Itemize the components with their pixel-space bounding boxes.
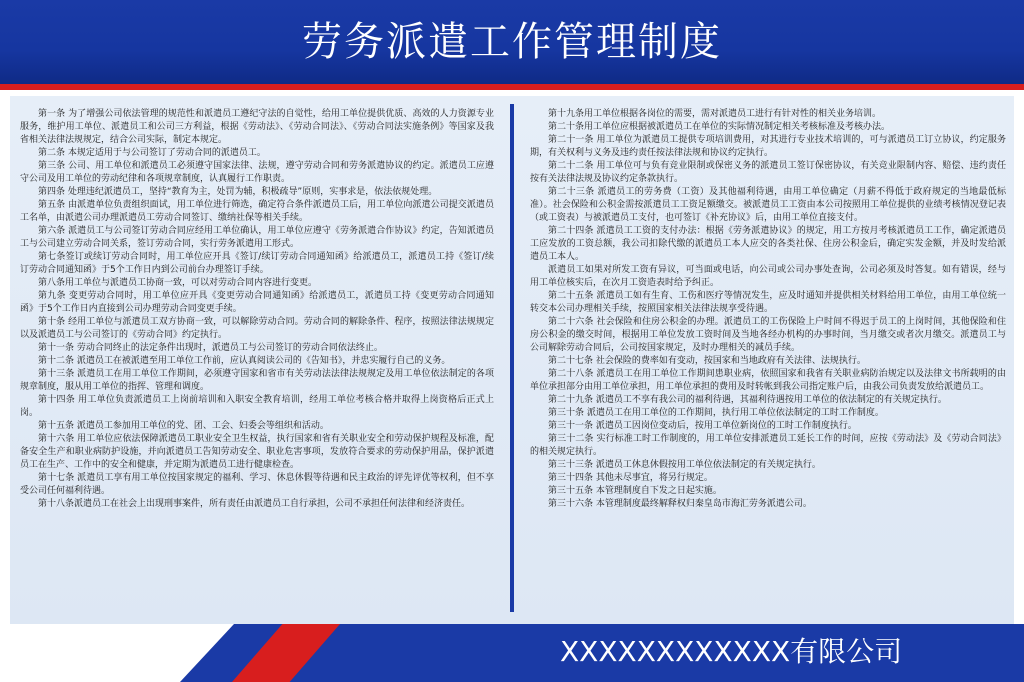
regulation-article: 第二条 本规定适用于与公司签订了劳动合同的派遣员工。 (38, 148, 266, 158)
regulation-article: 第二十六条 社会保险和住房公积金的办理。派遣员工的工伤保险上户时间不得迟于员工的上岗时间，其他保险和住房公积金的缴交时间，根据用工单位发放工资时间及当地各经办机构的办事时间，当月缴交或者次月缴交。派遣员工与公司解除劳动合同后，公司按国家规定，及时办理相关的减员手续。 (530, 317, 1006, 353)
header-white-stripe (0, 90, 1024, 94)
regulation-article: 第十四条 用工单位负责派遣员工上岗前培训和入职安全教育培训，经用工单位考核合格并取得上岗资格后正式上岗。 (20, 395, 494, 418)
regulation-article: 第八条用工单位与派遣员工协商一致，可以对劳动合同内容进行变更。 (38, 278, 318, 288)
regulation-article: 第二十一条 用工单位为派遣员工提供专项培训费用，对其进行专业技术培训的，可与派遣员工订立协议，约定服务期，有关权利与义务及违约责任按法律法规和协议约定执行。 (530, 135, 1006, 158)
regulation-article: 第二十七条 社会保险的费率如有变动，按国家和当地政府有关法律、法规执行。 (548, 356, 866, 366)
regulation-article: 第十一条 劳动合同终止的法定条件出现时，派遣员工与公司签订的劳动合同依法终止。 (38, 343, 383, 353)
page-title: 劳务派遣工作管理制度 (302, 19, 722, 65)
regulation-article: 第五条 由派遣单位负责组织面试，用工单位进行筛选，确定符合条件派遣员工后，用工单位向派遣公司提交派遣员工名单，由派遣公司办理派遣员工劳动合同签订、缴纳社保等相关手续。 (20, 200, 494, 223)
regulation-article: 第四条 处理违纪派遣员工，坚持“教育为主，处罚为辅，积极疏导”原则，实事求是，依法依规处理。 (38, 187, 438, 197)
regulation-article: 第十八条派遣员工在社会上出现刑事案件，所有责任由派遣员工自行承担，公司不承担任何法律和经济责任。 (38, 499, 471, 509)
regulation-article: 第三条 公司、用工单位和派遣员工必须遵守国家法律、法规，遵守劳动合同和劳务派遣协议的约定。派遣员工应遵守公司及用工单位的劳动纪律和各项规章制度，认真履行工作职责。 (20, 161, 494, 184)
regulation-article: 第十三条 派遣员工在用工单位工作期间，必须遵守国家和省市有关劳动法法律法规规定及用工单位依法制定的各项规章制度，服从用工单位的指挥、管理和调度。 (20, 369, 494, 392)
regulation-article: 第三十四条 其他未尽事宜，将另行规定。 (548, 473, 713, 483)
regulation-article: 第十六条 用工单位应依法保障派遣员工职业安全卫生权益，执行国家和省有关职业安全和劳动保护规程及标准，配备安全生产和职业病防护设施，并向派遣员工告知劳动安全、职业危害事项，发放符合要求的劳动保护用品，保护派遣员工在生产、工作中的安全和健康，并定期为派遣员工进行健康检查。 (20, 434, 494, 470)
regulation-article: 第二十三条 派遣员工的劳务费（工资）及其他福利待遇，由用工单位确定（月薪不得低于政府规定的当地最低标准）。社会保险和公积金需按派遣员工工资足额缴交。被派遣员工工资由本公司按照用工单位提供的业绩考核情况登记表（或工资表）与被派遣员工支付，也可签订《补充协议》后，由用工单位直接支付。 (530, 187, 1006, 223)
regulation-article: 第九条 变更劳动合同时，用工单位应开具《变更劳动合同通知函》给派遣员工，派遣员工持《变更劳动合同通知函》于5个工作日内直接到公司办理劳动合同变更手续。 (20, 291, 494, 314)
column-divider (510, 104, 514, 612)
regulation-article: 第三十五条 本管理制度自下发之日起实施。 (548, 486, 722, 496)
regulation-article: 第三十一条 派遣员工因岗位变动后，按用工单位新岗位的工时工作制度执行。 (548, 421, 857, 431)
regulation-article: 第二十四条 派遣员工工资的支付办法：根据《劳务派遣协议》的规定，用工方按月考核派遣员工工作，确定派遣员工应发放的工资总额，我公司扣除代缴的派遣员工本人应交的各类社保、住房公积金后，确定实发金额，并及时发给派遣员工本人。 (530, 226, 1006, 262)
regulation-article: 第三十六条 本管理制度最终解释权归秦皇岛市海汇劳务派遣公司。 (548, 499, 812, 509)
regulation-article: 第三十三条 派遣员工休息休假按用工单位依法制定的有关规定执行。 (548, 460, 821, 470)
regulation-article: 第二十五条 派遣员工如有生育、工伤和医疗等情况发生，应及时通知并提供相关材料给用工单位，由用工单位统一转交本公司办理相关手续，按照国家相关法律法规享受待遇。 (530, 291, 1006, 314)
regulation-article: 第三十条 派遣员工在用工单位的工作期间，执行用工单位依法制定的工时工作制度。 (548, 408, 884, 418)
regulation-article: 第十五条 派遣员工参加用工单位的党、团、工会、妇委会等组织和活动。 (38, 421, 329, 431)
regulation-article: 第十九条用工单位根据各岗位的需要，需对派遣员工进行有针对性的相关业务培训。 (548, 109, 882, 119)
regulation-article: 第六条 派遣员工与公司签订劳动合同应经用工单位确认，用工单位应遵守《劳务派遣合作协议》约定，告知派遣员工与公司建立劳动合同关系，签订劳动合同，实行劳务派遣用工形式。 (20, 226, 494, 249)
regulation-article: 第二十条用工单位应根据被派遣员工在单位的实际情况制定相关考核标准及考核办法。 (548, 122, 891, 132)
regulation-article: 第十七条 派遣员工享有用工单位按国家规定的福利、学习、休息休假等待遇和民主政治的评先评优等权利，但不享受公司任何福利待遇。 (20, 473, 494, 496)
regulation-article: 第十二条 派遣员工在被派遣至用工单位工作前，应认真阅读公司的《告知书》，并忠实履行自己的义务。 (38, 356, 451, 366)
left-column (20, 108, 494, 511)
regulation-article: 派遣员工如果对所发工资有异议，可当面或电话，向公司或公司办事处查询，公司必须及时答复。如有错误，经与用工单位核实后，在次月工资造表时给予纠正。 (530, 265, 1006, 288)
regulation-article: 第三十二条 实行标准工时工作制度的，用工单位安排派遣员工延长工作的时间，应按《劳动法》及《劳动合同法》的相关规定执行。 (530, 434, 1006, 457)
right-column (530, 108, 1006, 511)
regulation-article: 第一条 为了增强公司依法管理的规范性和派遣员工遵纪守法的自觉性，给用工单位提供优质、高效的人力资源专业服务，维护用工单位、派遣员工和公司三方利益，根据《劳动法》、《劳动合同法》、《劳动合同法实施条例》等国家及我省相关法律法规规定，结合公司实际，制定本规定。 (20, 109, 494, 145)
regulation-article: 第七条签订或续订劳动合同时，用工单位应开具《签订/续订劳动合同通知函》给派遣员工，派遣员工持《签订/续订劳动合同通知函》于5个工作日内到公司前台办理签订手续。 (20, 252, 494, 275)
regulation-article: 第十条 经用工单位与派遣员工双方协商一致，可以解除劳动合同。劳动合同的解除条件、程序，按照法律法规规定以及派遣员工与公司签订的《劳动合同》约定执行。 (20, 317, 494, 340)
regulation-article: 第二十九条 派遣员工不享有我公司的福利待遇，其福利待遇按用工单位的依法制定的有关规定执行。 (548, 395, 947, 405)
regulation-article: 第二十八条 派遣员工在用工单位工作期间患职业病，依照国家和我省有关职业病防治规定以及法律文书所载明的由单位承担部分由用工单位承担，用工单位承担的费用及时转帐到我公司指定账户后，由我公司负责发放给派遣员工。 (530, 369, 1006, 392)
regulation-article: 第二十二条 用工单位可与负有竞业限制或保密义务的派遣员工签订保密协议，有关竞业限制内容、赔偿、违约责任按有关法律法规及协议约定条款执行。 (530, 161, 1006, 184)
company-name: XXXXXXXXXXXX有限公司 (560, 635, 903, 668)
